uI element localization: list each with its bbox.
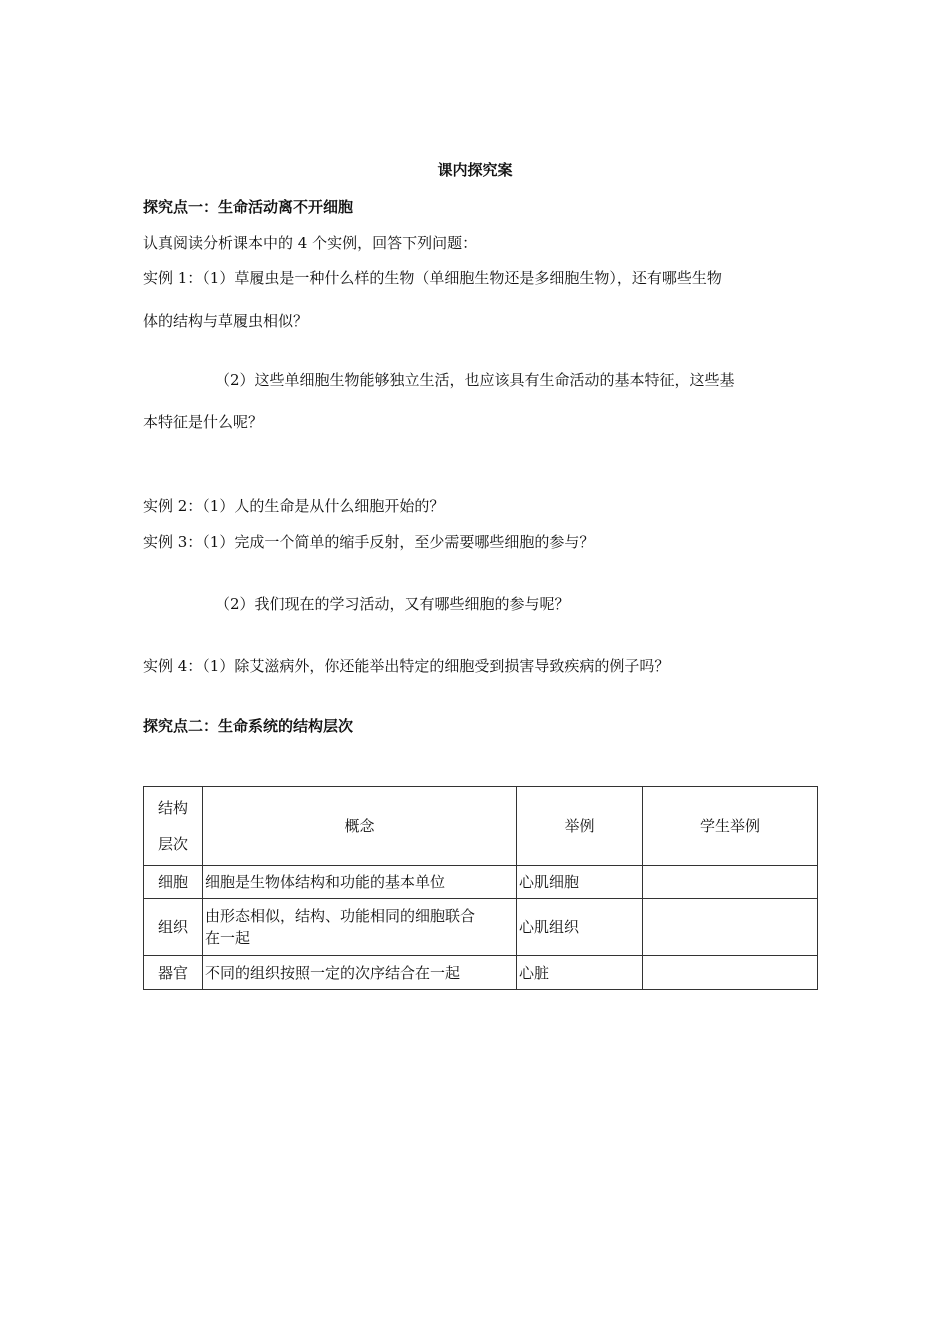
row-example: 心肌组织	[517, 899, 643, 956]
page-title: 课内探究案	[437, 161, 513, 179]
header-level-line2: 层次	[157, 835, 188, 853]
table-row	[144, 899, 818, 956]
row-level: 细胞	[144, 866, 203, 899]
table-row	[144, 956, 818, 990]
header-level-line1: 结构	[157, 799, 188, 817]
section2-heading: 探究点二：生命系统的结构层次	[143, 717, 354, 735]
row-example: 心脏	[517, 956, 643, 990]
table-header-row	[144, 787, 818, 866]
row-concept-line1: 由形态相似，结构、功能相同的细胞联合	[205, 907, 476, 925]
case1-question2-line1: （2）这些单细胞生物能够独立生活，也应该具有生命活动的基本特征，这些基	[215, 371, 735, 389]
case2-question1: 实例 2：（1）人的生命是从什么细胞开始的？	[143, 497, 445, 515]
case1-question2-line2: 本特征是什么呢？	[143, 413, 264, 431]
header-example: 举例	[517, 787, 643, 866]
row-concept: 不同的组织按照一定的次序结合在一起	[203, 956, 517, 990]
header-student-example: 学生举例	[643, 787, 818, 866]
header-concept: 概念	[203, 787, 517, 866]
header-level	[144, 787, 203, 866]
row-level: 组织	[144, 899, 203, 956]
row-student-example[interactable]	[643, 866, 818, 899]
case3-question1: 实例 3：（1）完成一个简单的缩手反射，至少需要哪些细胞的参与？	[143, 533, 595, 551]
case1-question1-line2: 体的结构与草履虫相似？	[143, 312, 309, 330]
row-student-example[interactable]	[643, 899, 818, 956]
section1-intro: 认真阅读分析课本中的 4 个实例，回答下列问题：	[143, 234, 478, 252]
row-concept: 细胞是生物体结构和功能的基本单位	[203, 866, 517, 899]
case1-question1-line1: 实例 1：（1）草履虫是一种什么样的生物（单细胞生物还是多细胞生物），还有哪些生物	[143, 269, 722, 287]
case4-question1: 实例 4：（1）除艾滋病外，你还能举出特定的细胞受到损害导致疾病的例子吗？	[143, 657, 670, 675]
case3-question2: （2）我们现在的学习活动，又有哪些细胞的参与呢？	[215, 595, 570, 613]
row-concept	[203, 899, 517, 956]
row-concept-line2: 在一起	[205, 929, 251, 947]
structure-levels-table	[143, 786, 818, 990]
section1-heading: 探究点一：生命活动离不开细胞	[143, 198, 354, 216]
row-example: 心肌细胞	[517, 866, 643, 899]
row-level: 器官	[144, 956, 203, 990]
row-student-example[interactable]	[643, 956, 818, 990]
table-row	[144, 866, 818, 899]
